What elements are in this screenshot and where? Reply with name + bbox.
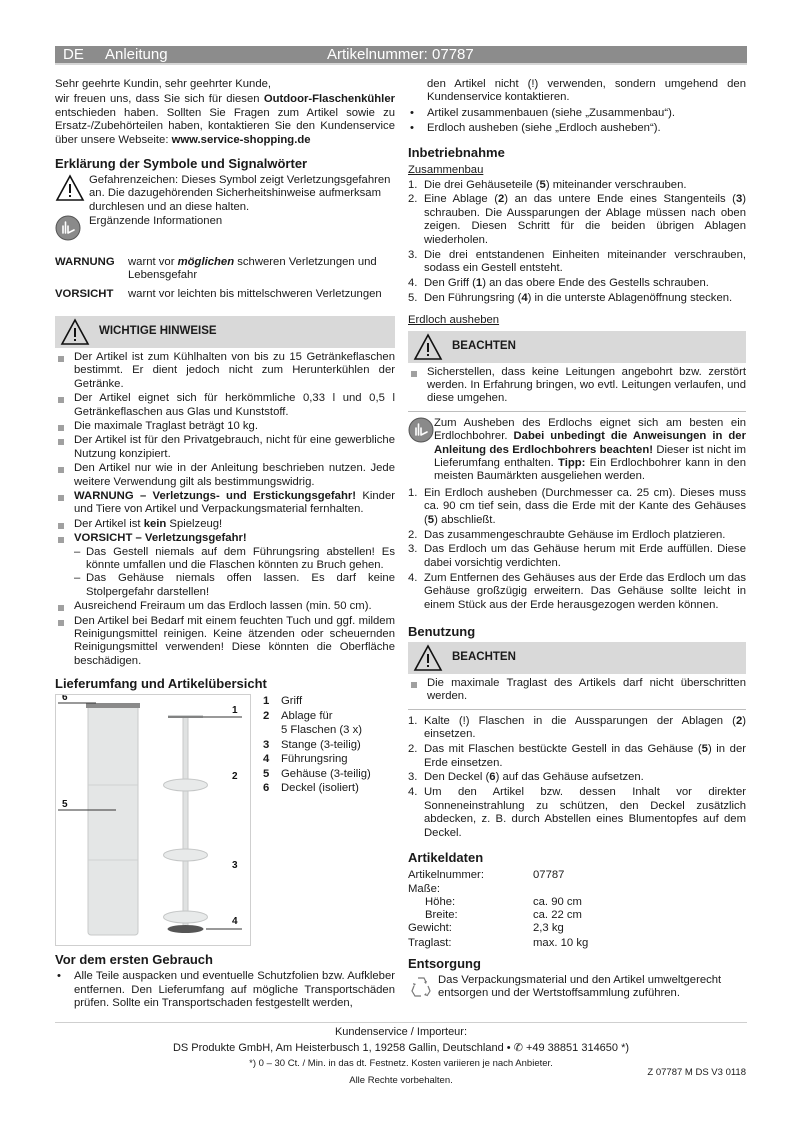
step (408, 771, 746, 784)
signal-word: WARNUNG (55, 255, 115, 268)
data-value: max. 10 kg (533, 936, 589, 949)
step-number: 3. (408, 771, 418, 784)
sub-item: – Das Gehäuse niemals offen lassen. Es darf keine Stolpergefahr darstellen! (74, 572, 395, 599)
data-key: Höhe: (425, 896, 456, 909)
ref: 5 (427, 513, 435, 526)
part-number: 3 (263, 738, 270, 751)
product-illustration (56, 695, 250, 945)
text: Ein Erdloch ausheben (Durchmesser ca. 25 cm). Dieses muss ca. 90 cm tief sein, dass die Erde mit der Kante des Gehäuses ( (424, 486, 746, 526)
warning-triangle-icon (55, 174, 89, 206)
first-use-list (55, 970, 395, 1010)
caution-title: VORSICHT – Verletzungsgefahr! (74, 532, 247, 545)
product-figure (55, 694, 251, 946)
list-item (55, 532, 395, 599)
dig-steps (408, 487, 746, 612)
intro-text (55, 93, 395, 147)
part-label: Stange (3-teilig) (281, 738, 361, 751)
part-number: 4 (263, 753, 270, 766)
danger-symbol-row (55, 174, 395, 214)
list-item (55, 490, 395, 517)
step (408, 179, 746, 192)
important-list (55, 351, 395, 668)
step-number: 2. (408, 528, 418, 541)
ref: 2 (498, 193, 505, 206)
article-data-heading: Artikeldaten (408, 849, 484, 865)
text: Der Artikel ist (74, 517, 144, 530)
step-number: 2. (408, 743, 418, 756)
text: ) an das untere Ende eines Stangenteils ( (504, 193, 736, 206)
document-code: Z 07787 M DS V3 0118 (647, 1067, 746, 1078)
warning-triangle-icon (55, 318, 95, 346)
part-label: 5 Flaschen (3 x) (281, 724, 362, 737)
figure-label: 1 (232, 705, 238, 717)
list-item (55, 518, 395, 531)
sub-item: – Das Gestell niemals auf dem Führungsring abstellen! Es könnte umfallen und die Flaschen könnten zu Bruch gehen. (74, 546, 395, 573)
step-number: 4. (408, 571, 418, 584)
symbols-heading: Erklärung der Symbole und Signalwörter (55, 156, 308, 172)
article-number: Artikelnummer: 07787 (327, 46, 474, 63)
ref: 2 (735, 714, 743, 727)
text: Eine Ablage ( (424, 193, 498, 206)
footer-rights: Alle Rechte vorbehalten. (349, 1075, 453, 1086)
data-key: Maße: (408, 883, 441, 896)
dig-warning-list (408, 366, 746, 406)
step-number: 4. (408, 786, 418, 799)
step (408, 743, 746, 770)
part-item (263, 752, 371, 767)
disposal-text: Das Verpackungsmaterial und den Artikel umweltgerecht entsorgen und der Wertstoffsammlung zuführen. (438, 973, 722, 1000)
ref: 1 (475, 276, 483, 289)
figure-label: 3 (232, 860, 238, 872)
data-row (408, 921, 746, 935)
text: schweren Verletzungen und Lebensgefahr (128, 255, 377, 282)
part-item (263, 767, 371, 782)
dig-heading: Erdloch ausheben (408, 314, 500, 327)
list-item: • Alle Teile auspacken und eventuelle Schutzfolien bzw. Aufkleber entfernen. Den Lieferumfang auf mögliche Transportschäden prüfen. Sollte ein Transportschaden festgestellt werden, (55, 970, 395, 1010)
caution-sublist (74, 546, 395, 600)
part-number: 2 (263, 709, 270, 722)
overview (55, 694, 395, 946)
signal-vorsicht (55, 288, 395, 301)
data-key: Traglast: (408, 936, 452, 949)
text: Das zusammengeschraubte Gehäuse im Erdloch platzieren. (424, 528, 726, 541)
part-item (263, 723, 371, 738)
header-divider (55, 63, 747, 65)
info-symbol-row (55, 215, 395, 245)
step-number: 2. (408, 193, 418, 206)
footer-divider (55, 1022, 747, 1023)
text: Zum Entfernen des Gehäuses aus der Erde das Erdloch um das Gehäuse großzügig erweitern. Das Gehäuse sollte leicht in einem Stück aus der Erde herausgezogen werden können. (424, 571, 746, 611)
text: ) einsetzen. (424, 714, 746, 741)
figure-label: 2 (232, 771, 238, 783)
phone-number: +49 38851 314650 *) (525, 1042, 630, 1054)
danger-symbol-text: Gefahrenzeichen: Dieses Symbol zeigt Verletzungsgefahren an. Die dazugehörenden Sicherheitshinweise aufmerksam durchlesen und an diese halten. (89, 174, 391, 213)
data-value: ca. 22 cm (533, 908, 582, 921)
text: Spielzeug! (166, 517, 223, 530)
header-bar (55, 46, 747, 63)
warning-triangle-icon (408, 644, 448, 672)
step (408, 572, 746, 612)
list-item-continued (408, 78, 746, 105)
list-item: • Erdloch ausheben (siehe „Erdloch ausheben“). (408, 122, 746, 135)
data-row (408, 882, 746, 896)
step-number: 1. (408, 178, 418, 191)
notice-label: BEACHTEN (452, 651, 516, 664)
data-key: Breite: (425, 908, 458, 921)
list-item: Sicherstellen, dass keine Leitungen angebohrt bzw. zerstört werden. In Erfahrung bringen, wo evtl. Leitungen verlaufen, und diese umgehen. (408, 366, 746, 406)
notice-label: WICHTIGE HINWEISE (99, 325, 217, 338)
part-number: 1 (263, 695, 270, 708)
list-item: Den Artikel nur wie in der Anleitung beschrieben nutzen. Jede weitere Verwendung gilt als bestimmungswidrig. (55, 462, 395, 489)
ref: 6 (489, 771, 496, 784)
usage-steps (408, 715, 746, 840)
list-item: Der Artikel ist zum Kühlhalten von bis zu 15 Getränkeflaschen bestimmt. Er dient jedoch nicht zum Herunterkühlen der Getränke. (55, 351, 395, 391)
part-label: Führungsring (281, 753, 348, 766)
text: Den Deckel ( (424, 771, 490, 784)
part-item (263, 709, 371, 724)
pointing-hand-icon (55, 215, 89, 245)
warning-title: WARNUNG – Verletzungs- und Erstickungsgefahr! (74, 489, 357, 502)
step (408, 292, 746, 305)
step (408, 529, 746, 542)
figure-label: 4 (232, 916, 238, 928)
setup-heading: Inbetriebnahme (408, 144, 505, 160)
important-notice-banner (55, 316, 395, 348)
text: ) abschließt. (434, 513, 496, 526)
greeting: Sehr geehrte Kundin, sehr geehrter Kunde, (55, 78, 272, 90)
part-number: 6 (263, 782, 270, 795)
overview-heading: Lieferumfang und Artikelübersicht (55, 676, 267, 692)
step (408, 786, 746, 840)
disposal-row (408, 974, 746, 1004)
footer-cost-note: *) 0 – 30 Ct. / Min. in das dt. Festnetz. Kosten variieren je nach Anbieter. (249, 1058, 553, 1069)
signal-description (128, 256, 395, 283)
beachten-banner (408, 642, 746, 674)
data-row (408, 868, 746, 882)
list-item: Die maximale Traglast beträgt 10 kg. (55, 420, 395, 433)
assembly-heading: Zusammenbau (408, 163, 484, 176)
intro-part: entschieden haben. Sollten Sie Fragen zum Artikel sowie zu Ersatz-/Zubehörteilen haben, kontaktieren Sie den Kundenservice über unsere Webseite: (55, 106, 395, 146)
ref: 4 (521, 291, 528, 304)
text: Das Erdloch um das Gehäuse herum mit Erde auffüllen. Diese dabei vorsichtig verdichten. (424, 543, 746, 569)
text: Die drei Gehäuseteile ( (424, 178, 540, 191)
signal-word: VORSICHT (55, 288, 114, 301)
text: Das mit Flaschen bestückte Gestell in das Gehäuse ( (424, 743, 702, 756)
data-row (408, 896, 746, 909)
step (408, 543, 746, 570)
phone-icon: ✆ (513, 1042, 526, 1054)
list-item: Ausreichend Freiraum um das Erdloch lassen (min. 50 cm). (55, 600, 395, 613)
step (408, 193, 746, 247)
text: Dieser ist nicht im Lieferumfang enthalten. (434, 443, 747, 470)
left-column (55, 78, 395, 1010)
text: ) auf das Gehäuse aufsetzen. (495, 771, 644, 784)
data-value: 07787 (533, 868, 565, 881)
part-item (263, 781, 371, 796)
list-item: Die maximale Traglast des Artikels darf nicht überschritten werden. (408, 677, 746, 704)
part-label: Deckel (isoliert) (281, 782, 359, 795)
step-number: 3. (408, 248, 418, 261)
divider (408, 709, 746, 710)
tip-label: Tipp: (558, 457, 586, 470)
part-label: Ablage für (281, 709, 333, 722)
step-number: 3. (408, 543, 418, 556)
text: Ein Erdlochbohrer kann in den meisten Baumärkten ausgeliehen werden. (434, 457, 747, 483)
emphasis: Dabei unbedingt die Anweisungen in der Anleitung des Erdlochbohrers beachten! (434, 430, 746, 456)
text: Zum Ausheben des Erdlochs eignet sich am besten ein Erdlochbohrer. (434, 416, 746, 443)
list-item: Den Artikel bei Bedarf mit einem feuchten Tuch und ggf. mildem Reinigungsmittel reinigen. Keine ätzenden oder scheuernden Reinigungsmittel verwenden! Diese könnten die Oberfläche beschädigen. (55, 615, 395, 669)
warning-triangle-icon (408, 333, 448, 361)
divider (408, 411, 746, 412)
usage-heading: Benutzung (408, 624, 476, 639)
part-number: 5 (263, 767, 270, 780)
step (408, 277, 746, 290)
intro-part: wir freuen uns, dass Sie sich für diesen (55, 93, 264, 106)
text: ) in die unterste Ablagenöffnung stecken. (527, 291, 733, 304)
ref: 5 (701, 743, 708, 756)
signal-description: warnt vor leichten bis mittelschweren Verletzungen (128, 288, 382, 301)
data-row (408, 909, 746, 922)
step-number: 4. (408, 276, 418, 289)
first-use-list-continued (408, 78, 746, 136)
article-data-table (408, 868, 746, 950)
list-item: Der Artikel ist für den Privatgebrauch, nicht für eine gewerbliche Nutzung konzipiert. (55, 434, 395, 461)
text: Kinder und Tiere von Artikel und Verpackungsmaterial fernhalten. (74, 489, 395, 516)
step-number: 5. (408, 291, 418, 304)
ref: 5 (539, 178, 546, 191)
part-item (263, 738, 371, 753)
text: ) an das obere Ende des Gestells schrauben. (482, 276, 709, 289)
footer-service-label: Kundenservice / Importeur: (334, 1026, 468, 1038)
data-key: Artikelnummer: (408, 868, 484, 881)
signal-warnung (55, 256, 395, 283)
figure-label: 6 (62, 695, 68, 704)
info-symbol-text: Ergänzende Informationen (89, 215, 223, 228)
emphasis: kein (143, 517, 167, 530)
first-use-heading: Vor dem ersten Gebrauch (55, 952, 213, 968)
text: ) miteinander verschrauben. (545, 178, 687, 191)
dig-info-text (434, 417, 746, 484)
text: warnt vor (128, 255, 178, 268)
data-value: 2,3 kg (533, 922, 564, 935)
figure-label: 5 (62, 799, 68, 811)
disposal-heading: Entsorgung (408, 955, 481, 971)
website-link[interactable]: www.service-shopping.de (171, 133, 311, 146)
beachten-banner (408, 331, 746, 363)
text: den Artikel nicht (!) verwenden, sondern umgehend den Kundenservice kontaktieren. (427, 78, 746, 104)
text: Den Führungsring ( (424, 291, 522, 304)
product-name: Outdoor-Flaschenkühler (263, 93, 395, 106)
data-key: Gewicht: (408, 922, 452, 935)
step (408, 487, 746, 527)
recycle-icon (408, 974, 438, 1004)
address-text: DS Produkte GmbH, Am Heisterbusch 1, 19258 Gallin, Deutschland • (172, 1042, 514, 1054)
text: Um den Artikel bzw. dessen Inhalt vor direkter Sonneneinstrahlung zu schützen, den Deckel zusätzlich abdecken, z. B. durch Abstellen eines Blumentopfes auf dem Deckel. (424, 786, 746, 839)
step (408, 249, 746, 276)
right-column (408, 78, 746, 1004)
assembly-steps (408, 179, 746, 306)
part-label: Gehäuse (3-teilig) (281, 767, 371, 780)
text: ) in der Erde einsetzen. (424, 743, 746, 769)
footer-address (0, 1042, 802, 1055)
ref: 3 (735, 193, 743, 206)
text: Kalte (!) Flaschen in die Aussparungen der Ablagen ( (424, 714, 736, 727)
data-row (408, 936, 746, 950)
parts-list (263, 694, 371, 946)
usage-warning-list (408, 677, 746, 704)
text: Den Griff ( (424, 276, 476, 289)
text: ) schrauben. Die Aussparungen der Ablage müssen nach oben zeigen. Diesen Schritt für die beiden übrigen Ablagen wiederholen. (424, 193, 747, 246)
step (408, 715, 746, 742)
part-label: Griff (281, 695, 303, 708)
list-item: Der Artikel eignet sich für herkömmliche 0,33 l und 0,5 l Getränkeflaschen aus Glas und Kunststoff. (55, 392, 395, 419)
step-number: 1. (408, 486, 418, 499)
language-code: DE (63, 46, 84, 63)
text: Die drei entstandenen Einheiten miteinander verschrauben, sodass ein Gestell entsteht. (424, 248, 746, 274)
document-title: Anleitung (105, 46, 168, 63)
list-item: • Artikel zusammenbauen (siehe „Zusammenbau“). (408, 107, 746, 120)
data-value: ca. 90 cm (533, 896, 582, 909)
emphasis: möglichen (177, 255, 235, 268)
step-number: 1. (408, 714, 418, 727)
dig-info-row (408, 417, 746, 484)
notice-label: BEACHTEN (452, 339, 516, 352)
part-item (263, 694, 371, 709)
part-number (263, 723, 281, 738)
